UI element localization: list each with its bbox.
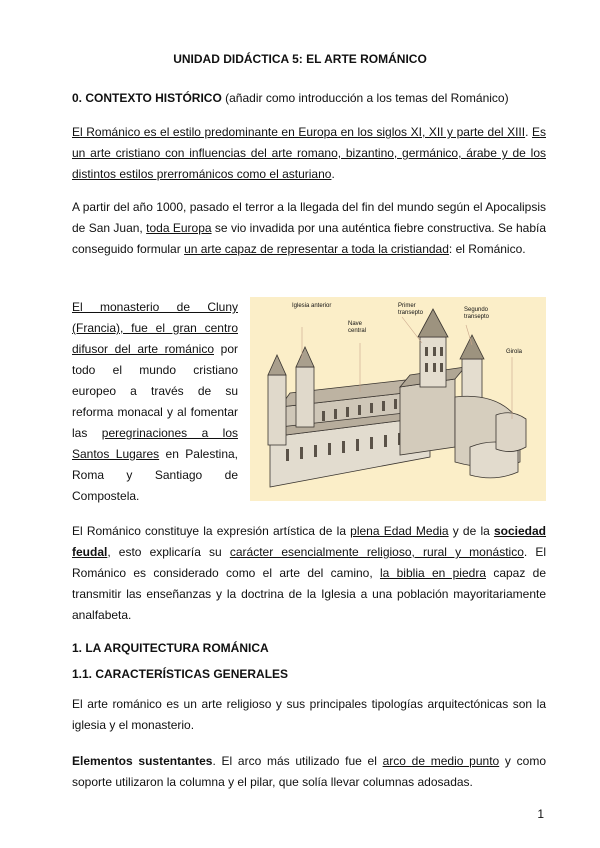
label-girola: Girola xyxy=(506,349,523,355)
section-heading-context xyxy=(72,91,509,105)
page-number: 1 xyxy=(537,807,544,821)
text: se vio invadida por una auténtica fiebre constructiva. Se había conseguido formular xyxy=(72,221,547,256)
page-title: UNIDAD DIDÁCTICA 5: EL ARTE ROMÁNICO xyxy=(173,52,427,66)
underlined-text: arco de medio punto xyxy=(382,754,500,768)
text: , esto explicaría su xyxy=(107,545,230,559)
section-heading-context-note: (añadir como introducción a los temas del Románico) xyxy=(221,91,509,105)
text: A partir del año 1000, pasado el terror a la llegada del fin del mundo según el Apocalipsis de San Juan, xyxy=(72,200,546,235)
cluny-illustration xyxy=(250,297,546,501)
section-heading-caracteristicas: 1.1. CARACTERÍSTICAS GENERALES xyxy=(72,667,289,681)
cluny-monastery-figure xyxy=(250,297,546,501)
section-heading-context-title: 0. CONTEXTO HISTÓRICO xyxy=(72,91,222,105)
underlined-text: Es un arte cristiano con influencias del arte romano, bizantino, germánico, árabe y de los distintos estilos prerrománicos como el asturiano xyxy=(72,125,546,181)
bold-underlined-text: sociedad feudal xyxy=(72,524,546,559)
text: . El Románico es considerado como el arte del camino, xyxy=(72,545,546,580)
underlined-text: la biblia en piedra xyxy=(379,566,486,580)
text: en Palestina, Roma y Santiago de Compostela. xyxy=(72,447,239,503)
text: . El arco más utilizado fue el xyxy=(212,754,383,768)
bold-text: Elementos sustentantes xyxy=(72,754,213,768)
paragraph-romanico-definition xyxy=(72,122,546,185)
paragraph-elementos-sustentantes xyxy=(72,751,546,793)
text: y como soporte utilizaron la columna y el pilar, que solía llevar columnas adosadas. xyxy=(72,754,547,789)
text: capaz de transmitir las enseñanzas y la doctrina de la Iglesia a una población mayoritariamente analfabeta. xyxy=(72,566,546,622)
underlined-text: un arte capaz de representar a toda la cristiandad xyxy=(184,242,449,256)
underlined-text: toda Europa xyxy=(146,221,212,235)
text: . xyxy=(331,167,335,181)
label-iglesia-anterior: Iglesia anterior xyxy=(292,303,332,309)
text: y de la xyxy=(448,524,494,538)
underlined-text: plena Edad Media xyxy=(350,524,449,538)
underlined-text: El Románico es el estilo predominante en Europa en los siglos XI, XII y parte del XIII xyxy=(72,125,526,139)
section-heading-arquitectura: 1. LA ARQUITECTURA ROMÁNICA xyxy=(72,641,269,655)
paragraph-year-1000 xyxy=(72,197,546,260)
paragraph-cluny xyxy=(72,297,238,507)
label-primer-transepto: Primer transepto xyxy=(398,303,424,316)
underlined-text: El monasterio de Cluny (Francia), fue el gran centro difusor del arte románico xyxy=(72,300,238,356)
text: . xyxy=(525,125,532,139)
paragraph-tipologias: El arte románico es un arte religioso y sus principales tipologías arquitectónicas son la iglesia y el monasterio. xyxy=(72,697,546,732)
underlined-text: carácter esencialmente religioso, rural y monástico xyxy=(229,545,524,559)
label-nave-central: Nave central xyxy=(348,321,367,334)
underlined-text: peregrinaciones a los Santos Lugares xyxy=(72,426,238,461)
text: por todo el mundo cristiano europeo a través de su reforma monacal y al fomentar las xyxy=(72,342,238,440)
text: : el Románico. xyxy=(448,242,526,256)
label-segundo-transepto: Segundo transepto xyxy=(464,307,490,320)
paragraph-plena-edad-media xyxy=(72,521,546,626)
text: El Románico constituye la expresión artística de la xyxy=(72,524,351,538)
